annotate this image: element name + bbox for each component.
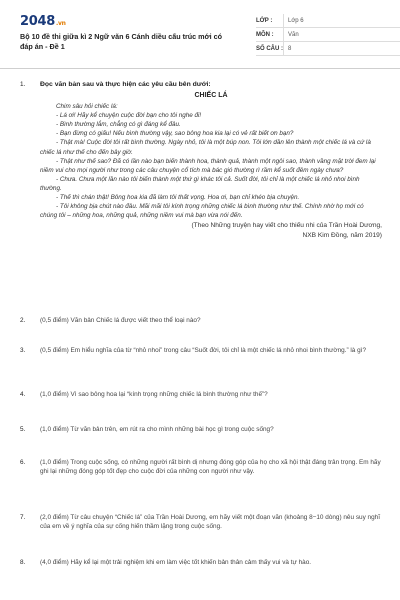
meta-value: Lớp 6 xyxy=(283,14,304,27)
meta-label: LỚP : xyxy=(256,17,273,24)
meta-row-subject xyxy=(256,28,400,42)
question-number: 4. xyxy=(20,391,26,398)
story-paragraph: - Thế thì chán thật! Bông hoa kia đã làm tôi thất vọng. Hoa ơi, bạn chỉ khéo bịa chuyện. xyxy=(56,194,300,202)
question-7 xyxy=(20,513,382,532)
question-text: (1,0 điểm) Trong cuộc sống, có những người rất bình dị nhưng đóng góp của họ cho xã hội thật đáng trân trọng. Em hãy ghi lại những đóng góp tốt đẹp cho cuộc đời của những con người như vậy. xyxy=(40,459,381,476)
question-text: (0,5 điểm) Em hiểu nghĩa của từ “nhỏ nhoi” trong câu “Suốt đời, tôi chỉ là một chiếc lá nhỏ nhoi bình thường.” là gì? xyxy=(40,347,366,354)
question-8 xyxy=(20,558,382,567)
page-header xyxy=(20,14,380,62)
story-title: CHIẾC LÁ xyxy=(194,91,228,99)
source-line: (Theo Những truyện hay viết cho thiếu nhi của Trần Hoài Dương, xyxy=(191,221,382,229)
story-source xyxy=(40,221,382,241)
meta-info-table xyxy=(256,14,400,56)
question-4 xyxy=(20,390,382,399)
source-line: NXB Kim Đồng, năm 2019) xyxy=(302,231,382,239)
meta-label: SỐ CÂU : xyxy=(256,45,283,52)
story-paragraph: - Lá ơi! Hãy kể chuyện cuộc đời bạn cho tôi nghe đi! xyxy=(56,112,202,120)
logo-main: 2048 xyxy=(20,14,55,29)
question-number: 8. xyxy=(20,559,26,566)
meta-row-class xyxy=(256,14,400,28)
question-number: 7. xyxy=(20,514,26,521)
meta-value: 8 xyxy=(283,42,291,55)
header-divider xyxy=(0,68,400,69)
question-number: 1. xyxy=(20,81,26,88)
question-number: 2. xyxy=(20,317,26,324)
logo-domain: .vn xyxy=(55,20,66,27)
meta-row-question-count xyxy=(256,42,400,56)
question-3 xyxy=(20,346,382,355)
story-paragraph: - Thật như thế sao? Đã có lần nào bạn biến thành hoa, thành quả, thành một ngôi sao, thành vầng mặt trời đem lại niềm vui cho mọi người như trong các câu chuyện cổ tích mà bác gió thường rì rầm kể suốt đêm ngày chưa? xyxy=(40,157,376,174)
story-text xyxy=(40,91,382,221)
story-paragraph: - Tôi không bịa chút nào đâu. Mãi mãi tôi kính trọng những chiếc lá bình thường như thế. Chính nhờ họ mới có chúng tôi – những hoa, những quả, những niềm vui mà bạn vừa nói đến. xyxy=(40,203,364,220)
question-6 xyxy=(20,458,382,477)
question-text: (1,0 điểm) Từ văn bản trên, em rút ra cho mình những bài học gì trong cuộc sống? xyxy=(40,426,274,433)
question-number: 5. xyxy=(20,426,26,433)
story-paragraph: - Bình thường lắm, chẳng có gì đáng kể đâu. xyxy=(56,121,181,129)
document-title: Bộ 10 đề thi giữa kì 2 Ngữ văn 6 Cánh diều cấu trúc mới có đáp án - Đề 1 xyxy=(20,32,223,52)
question-number: 3. xyxy=(20,347,26,354)
story-paragraph: Chim sâu hỏi chiếc lá: xyxy=(56,102,118,110)
site-logo[interactable] xyxy=(20,14,66,29)
story-paragraph: - Thật mà! Cuộc đời tôi rất bình thường. Ngày nhỏ, tôi là một búp non. Tôi lớn dần lên thành một chiếc lá và cứ là chiếc lá như thế cho đến bây giờ. xyxy=(40,139,371,156)
question-number: 6. xyxy=(20,459,26,466)
question-text: (0,5 điểm) Văn bản Chiếc lá được viết theo thể loại nào? xyxy=(40,317,201,324)
question-5 xyxy=(20,425,382,434)
question-text: (2,0 điểm) Từ câu chuyện “Chiếc lá” của Trần Hoài Dương, em hãy viết một đoạn văn (khoảng 8−10 dòng) nêu suy nghĩ của em về ý nghĩa của sự cống hiến thầm lặng trong cuộc sống. xyxy=(40,514,380,531)
question-instruction: Đọc văn bản sau và thực hiện các yêu cầu bên dưới: xyxy=(40,81,211,88)
question-1 xyxy=(20,80,382,240)
question-text: (1,0 điểm) Vì sao bông hoa lại “kính trọng những chiếc lá bình thường như thế”? xyxy=(40,391,268,398)
story-paragraph: - Chưa. Chưa một lần nào tôi biến thành một thứ gì khác tôi cả. Suốt đời, tôi chỉ là một chiếc lá nhỏ nhoi bình thường. xyxy=(40,175,360,193)
question-2 xyxy=(20,316,382,325)
meta-label: MÔN : xyxy=(256,31,274,38)
story-paragraph: - Bạn đừng có giấu! Nếu bình thường vậy, sao bông hoa kia lại có vẻ rất biết ơn bạn? xyxy=(56,130,294,138)
meta-value: Văn xyxy=(283,28,299,41)
question-text: (4,0 điểm) Hãy kể lại một trải nghiệm khi em làm việc tốt khiến bản thân cảm thấy vui và tự hào. xyxy=(40,559,312,566)
